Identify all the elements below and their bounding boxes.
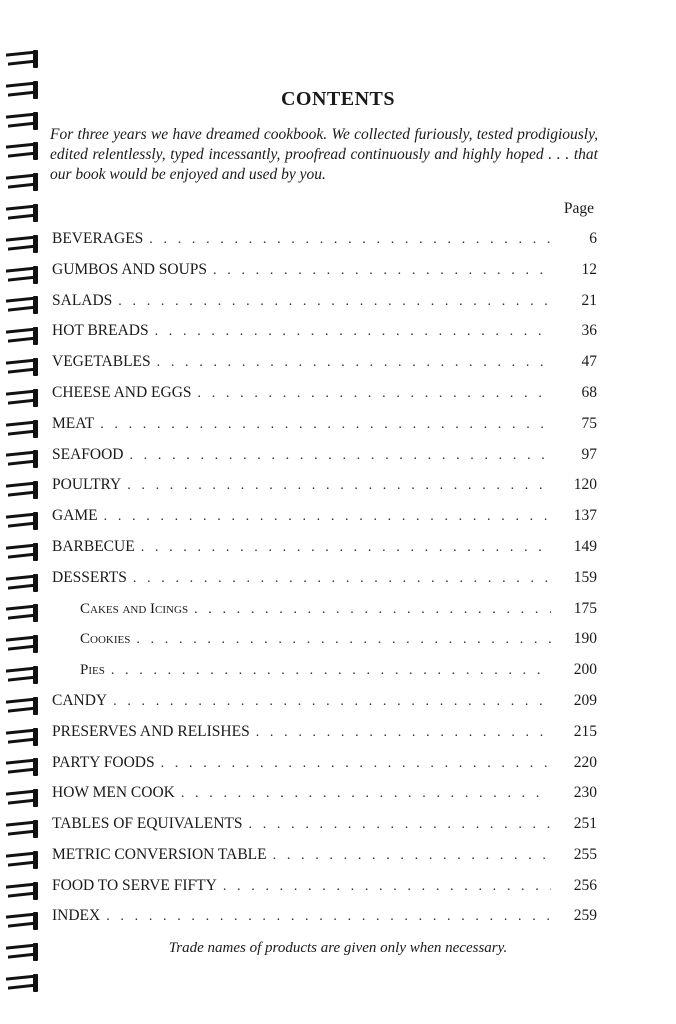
toc-entry-label: SALADS [52,292,113,309]
binding-coil [6,880,38,902]
toc-entry-label: METRIC CONVERSION TABLE [52,846,267,863]
toc-entry-label: VEGETABLES [52,353,151,370]
spiral-binding [0,0,44,1024]
binding-coil [6,110,38,132]
toc-entry-page: 21 [581,292,597,309]
intro-paragraph: For three years we have dreamed cookbook. We collected furiously, tested prodigiously, edited relentlessly, typed incessantly, proofread continuously and highly hoped . . . that our book would be enjoyed and used by you. [50,126,598,183]
binding-coil [6,387,38,409]
toc-entry-page: 251 [573,815,597,832]
toc-entry-page: 6 [589,230,597,247]
toc-entry-label: BEVERAGES [52,230,144,247]
toc-entry-label: CANDY [52,692,108,709]
toc-entry [52,723,597,745]
toc-entry-page: 159 [573,569,597,586]
leader-dots [249,817,551,833]
toc-entry [52,507,597,529]
page-column-label: Page [563,200,594,217]
leader-dots [198,386,551,402]
binding-coil [6,664,38,686]
toc-entry-label: BARBECUE [52,538,135,555]
toc-entry-page: 97 [581,446,597,463]
toc-entry [52,907,597,929]
toc-entry [52,446,597,468]
toc-entry-page: 259 [573,907,597,924]
toc-entry [52,784,597,806]
toc-entry-page: 36 [581,322,597,339]
binding-coil [6,695,38,717]
leader-dots [273,848,551,864]
toc-entry-page: 75 [581,415,597,432]
toc-entry-label: DESSERTS [52,569,127,586]
toc-entry [52,230,597,252]
toc-entry-label: PRESERVES AND RELISHES [52,723,250,740]
toc-entry-label: HOW MEN COOK [52,784,175,801]
toc-entry [52,415,597,437]
binding-coil [6,849,38,871]
toc-entry-page: 255 [573,846,597,863]
binding-coil [6,140,38,162]
leader-dots [157,355,551,371]
toc-entry-page: 120 [573,476,597,493]
toc-entry [52,877,597,899]
toc-entry [52,846,597,868]
binding-coil [6,910,38,932]
binding-coil [6,171,38,193]
toc-entry-page: 175 [573,600,597,617]
binding-coil [6,818,38,840]
toc-subentry [80,600,597,622]
leader-dots [256,725,551,741]
binding-coil [6,602,38,624]
leader-dots [223,879,551,895]
toc-subentry [80,630,597,652]
page-title: CONTENTS [280,88,396,110]
toc-entry-page: 190 [573,630,597,647]
toc-entry-label: INDEX [52,907,101,924]
toc-entry [52,569,597,591]
toc-entry-label: SEAFOOD [52,446,124,463]
binding-coil [6,572,38,594]
toc-entry-label: FOOD TO SERVE FIFTY [52,877,217,894]
binding-coil [6,356,38,378]
binding-coil [6,541,38,563]
binding-coil [6,233,38,255]
leader-dots [161,756,551,772]
leader-dots [106,909,551,925]
toc-entry [52,353,597,375]
toc-entry-label: MEAT [52,415,95,432]
toc-entry-page: 137 [573,507,597,524]
toc-entry [52,538,597,560]
toc-entry-label: Pies [80,662,105,678]
binding-coil [6,756,38,778]
leader-dots [149,232,551,248]
toc-entry-label: Cakes and Icings [80,601,189,617]
toc-entry-label: PARTY FOODS [52,754,155,771]
binding-coil [6,972,38,994]
toc-entry [52,384,597,406]
leader-dots [111,663,551,679]
toc-entry-page: 200 [573,661,597,678]
toc-entry-label: Cookies [80,631,131,647]
binding-coil [6,325,38,347]
leader-dots [118,294,551,310]
leader-dots [181,786,551,802]
toc-entry-page: 12 [581,261,597,278]
binding-coil [6,202,38,224]
toc-entry-page: 68 [581,384,597,401]
leader-dots [133,571,551,587]
leader-dots [113,694,551,710]
toc-entry-page: 47 [581,353,597,370]
toc-entry-page: 215 [573,723,597,740]
toc-entry-page: 209 [573,692,597,709]
toc-entry [52,476,597,498]
binding-coil [6,726,38,748]
toc-entry [52,815,597,837]
toc-entry [52,261,597,283]
binding-coil [6,510,38,532]
toc-entry [52,292,597,314]
toc-entry-page: 256 [573,877,597,894]
leader-dots [194,602,551,618]
toc-entry [52,692,597,714]
binding-coil [6,633,38,655]
binding-coil [6,264,38,286]
toc-entry-label: GUMBOS AND SOUPS [52,261,208,278]
leader-dots [129,448,551,464]
binding-coil [6,418,38,440]
leader-dots [104,509,551,525]
toc-entry-page: 149 [573,538,597,555]
toc-subentry [80,661,597,683]
toc-entry-label: CHEESE AND EGGS [52,384,192,401]
leader-dots [141,540,551,556]
binding-coil [6,294,38,316]
toc-entry-label: TABLES OF EQUIVALENTS [52,815,243,832]
toc-entry-label: POULTRY [52,476,122,493]
binding-coil [6,48,38,70]
leader-dots [213,263,551,279]
leader-dots [136,632,551,648]
footer-note: Trade names of products are given only when necessary. [168,940,508,956]
toc-entry-page: 220 [573,754,597,771]
binding-coil [6,787,38,809]
toc-entry-page: 230 [573,784,597,801]
leader-dots [127,478,551,494]
toc-entry-label: HOT BREADS [52,322,149,339]
toc-entry [52,322,597,344]
binding-coil [6,479,38,501]
leader-dots [155,324,551,340]
toc-entry-label: GAME [52,507,98,524]
leader-dots [100,417,551,433]
toc-entry [52,754,597,776]
binding-coil [6,448,38,470]
